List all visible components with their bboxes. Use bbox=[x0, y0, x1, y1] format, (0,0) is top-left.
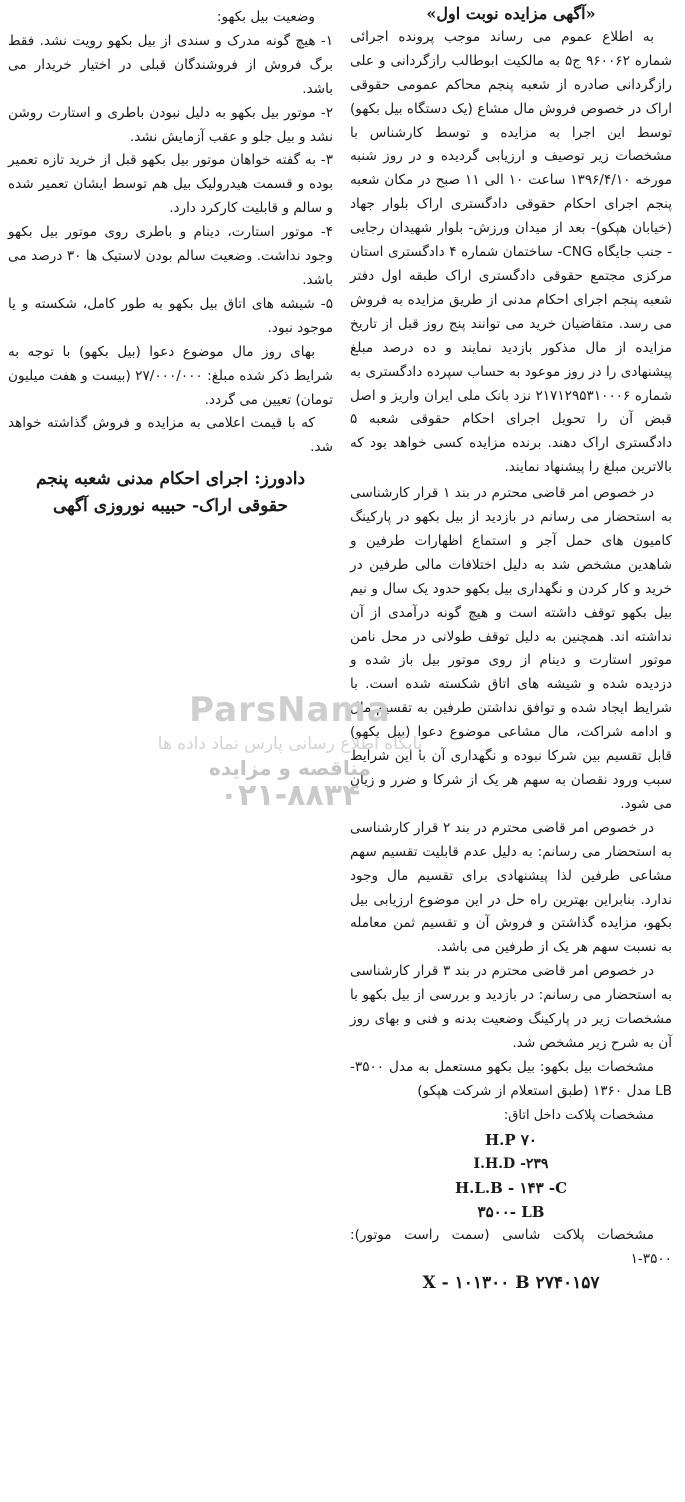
status-item: ۳- به گفته خواهان موتور بیل بکهو قبل از خرید تازه تعمیر بوده و قسمت هیدرولیک بیل هم توسط ایشان تعمیر شده و سالم و قابلیت کارکرد دارد. bbox=[8, 152, 333, 217]
notice-title: «آگهی مزایده نوبت اول» bbox=[426, 4, 596, 23]
signature-text: دادورز: اجرای احکام مدنی شعبه پنجم حقوقی اراک- حبیبه نوروزی bbox=[35, 469, 306, 517]
notice-paragraph-intro: به اطلاع عموم می رساند موجب پرونده اجرائی شماره ۹۶۰۰۶۲ ج۵ به مالکیت ابوطالب رازگردانی و علی رازگردانی صادره از شعبه پنجم محاکم عمومی حقوقی اراک در خصوص فروش مال مشاع (یک دستگاه بیل بکهو) توسط این اجرا به مزایده و توسط کارشناس با مشخصات زیر توصیف و ارزیابی گردیده و در روز شنبه مورخه ۱۳۹۶/۴/۱۰ ساعت ۱۰ الی ۱۱ صبح در مکان شعبه پنجم اجرای احکام حقوقی دادگستری اراک بلوار جهاد (خیابان هپکو)- بعد از میدان ورزش- بلوار شهیدان رجایی - جنب جایگاه CNG- ساختمان شماره ۴ دادگستری استان مرکزی مجتمع حقوقی دادگستری اراک طبقه اول دفتر شعبه پنجم اجرای احکام مدنی از طریق مزایده به فروش می رسد. متقاضیان خرید می توانند پنج روز قبل از تاریخ مزایده از مال مذکور بازدید نمایند و ده درصد مبلغ پیشنهادی را در روز موعود به حساب سپرده دادگستری به شماره ۲۱۷۱۲۹۵۳۱۰۰۰۶ نزد بانک ملی ایران واریز و اصل قبض آن را تحویل اجرای احکام حقوقی شعبه ۵ دادگستری اراک دهند. برنده مزایده کسی خواهد بود که بالاترین مبلغ را پیشنهاد نمایند. bbox=[350, 28, 672, 476]
backhoe-status-column bbox=[8, 6, 333, 522]
plate-line: H.L.B - ۱۴۳ -C bbox=[454, 1178, 568, 1197]
expert-clause-1: در خصوص امر قاضی محترم در بند ۱ قرار کارشناسی به استحضار می رسانم در بازدید از بیل بکهو در پارکینگ کامیون های حمل آجر و استماع اظهارات طرفین و شاهدین مشخص شد به دلیل اختلافات مالی طرفین در خرید و کار کردن و نگهداری بیل بکهو حدود یک سال و نیم بیل بکهو توقف داشته است و هیچ گونه درآمدی از آن نداشته اند. همچنین به دلیل توقف طولانی در محل نامن موتور استارت و دینام از روی موتور بیل باز شده و دزدیده شده و شیشه های اتاق شکسته شده است. با شرایط ایجاد شده و توافق نداشتن طرفین به تقسیم مال و ادامه شراکت، مال مشاعی موضوع دعوا (بیل بکهو) قابل تقسیم بین شرکا نبوده و نگهداری آن با این شرایط سبب ورود نقصان به سهم هر یک از شرکا و ضرر و زیان می شود. bbox=[350, 485, 672, 812]
valuation-text: بهای روز مال موضوع دعوا (بیل بکهو) با توجه به شرایط ذکر شده مبلغ: ۲۷/۰۰۰/۰۰۰ (بیست و هفت میلیون تومان) تعیین می گردد. bbox=[8, 343, 333, 408]
chassis-plate-label: مشخصات پلاکت شاسی (سمت راست موتور): ۳۵۰۰-۱ bbox=[350, 1226, 672, 1267]
signature-cut-text: آگهی bbox=[52, 496, 88, 517]
closing-text: که با قیمت اعلامی به مزایده و فروش گذاشته خواهد شد. bbox=[8, 415, 333, 456]
status-item: ۲- موتور بیل بکهو به دلیل نبودن باطری و استارت روشن نشد و بیل جلو و عقب آزمایش نشد. bbox=[8, 104, 333, 145]
plate-line: ۳۵۰۰- LB bbox=[477, 1202, 545, 1221]
status-item: ۵- شیشه های اتاق بیل بکهو به طور کامل، شکسته و یا موجود نبود. bbox=[8, 295, 333, 336]
cabin-plate-label: مشخصات پلاکت داخل اتاق: bbox=[503, 1107, 654, 1123]
backhoe-specs: مشخصات بیل بکهو: بیل بکهو مستعمل به مدل ۳۵۰۰-LB مدل ۱۳۶۰ (طبق استعلام از شرکت هپکو) bbox=[350, 1058, 672, 1099]
expert-clause-2: در خصوص امر قاضی محترم در بند ۲ قرار کارشناسی به استحضار می رسانم: به دلیل عدم قابلیت تقسیم سهم مشاعی طرفین لذا پیشنهادی برای تقسیم مال وجود ندارد. بنابراین بهترین راه حل در این موضوع ارزیابی بیل بکهو، مزایده گذاشتن و فروش آن و تقسیم ثمن معامله به نسبت سهم هر یک از طرفین می باشد. bbox=[350, 819, 672, 956]
watermark-slogan: پایگاه اطلاع رسانی پارس نماد داده ها bbox=[157, 734, 423, 754]
chassis-plate-number: X - ۱۰۱۳۰۰ B ۲۷۴۰۱۵۷ bbox=[422, 1273, 600, 1294]
status-item: ۴- موتور استارت، دینام و باطری روی موتور بیل بکهو وجود نداشت. وضعیت سالم بودن لاستیک ها ۳۰ درصد می باشد. bbox=[8, 224, 333, 288]
plate-line: H.P ۷۰ bbox=[484, 1130, 537, 1149]
watermark-phone: ۰۲۱-۸۸۳۴ bbox=[219, 778, 361, 813]
expert-clause-3: در خصوص امر قاضی محترم در بند ۳ قرار کارشناسی به استحضار می رسانم: در بازدید و بررسی از بیل بکهو با مشخصات زیر در پارکینگ وضعیت بدنه و فنی و بهای روز آن به شرح زیر مشخص شد. bbox=[350, 963, 672, 1051]
signature-block bbox=[8, 466, 333, 522]
watermark-subtitle: مناقصه و مزایده bbox=[209, 756, 371, 780]
auction-notice-column bbox=[350, 2, 672, 1295]
status-item: ۱- هیچ گونه مدرک و سندی از بیل بکهو رویت نشد. فقط برگ فروش از فروشندگان قبلی در اختیار خریدار می باشد. bbox=[8, 32, 333, 97]
plate-line: I.H.D -۲۳۹ bbox=[473, 1155, 549, 1172]
watermark-logo: ParsNama bbox=[189, 690, 391, 730]
status-heading: وضعیت بیل بکهو: bbox=[216, 9, 315, 25]
cabin-plate-specs bbox=[350, 1104, 672, 1224]
